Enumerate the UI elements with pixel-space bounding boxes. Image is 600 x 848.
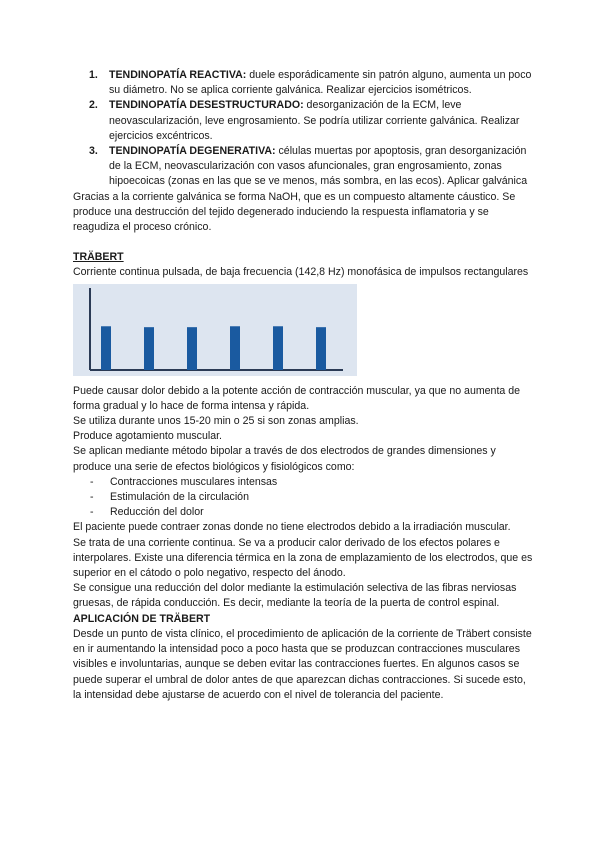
pulse-chart: [73, 284, 357, 376]
list-item-text: desorganización de la ECM, leve neovascularización, leve engrosamiento. Se podría utilizar corriente galvánica. Realizar ejercicios excéntricos.: [109, 99, 520, 142]
effect-item: [73, 505, 533, 520]
application-paragraph: Desde un punto de vista clínico, el procedimiento de aplicación de la corriente de Träbert consiste en ir aumentando la intensidad poco a poco hasta que se produzcan contracciones musculares visibles e involuntarias, aunque se deben evitar las contracciones fuertes. En algunos casos se puede superar el umbral de dolor antes de que aparezcan dichas contracciones. Si sucede esto, la intensidad debe ajustarse de acuerdo con el nivel de tolerancia del paciente.: [73, 627, 532, 701]
pulse-bar-1: [101, 326, 111, 370]
list-item-text: células muertas por apoptosis, gran desorganización de la ECM, neovascularización con vasos afuncionales, gran engrosamiento, zonas hipoecoicas (zonas en las que se ve menos, más sombra, en las ecos). Aplicar galvánica: [109, 145, 528, 188]
list-item: [73, 98, 533, 144]
list-item-title: TENDINOPATÍA REACTIVA:: [109, 69, 247, 81]
trabert-line: Se utiliza durante unos 15-20 min o 25 si son zonas amplias.: [73, 415, 359, 428]
dash-bullet: -: [90, 506, 94, 519]
trabert-line: Produce agotamiento muscular.: [73, 430, 222, 443]
trabert-line: Se consigue una reducción del dolor mediante la estimulación selectiva de las fibras nerviosas gruesas, de rápida conducción. Es decir, mediante la teoría de la puerta de control espinal.: [73, 582, 517, 610]
effect-text: Contracciones musculares intensas: [110, 475, 278, 488]
trabert-intro: Corriente continua pulsada, de baja frecuencia (142,8 Hz) monofásica de impulsos rectangulares: [73, 266, 529, 279]
pulse-bar-5: [273, 326, 283, 370]
trabert-line: Puede causar dolor debido a la potente acción de contracción muscular, ya que no aumenta de forma gradual y lo hace de forma intensa y rápida.: [73, 384, 521, 412]
effect-text: Reducción del dolor: [110, 506, 204, 519]
galvanic-paragraph: Gracias a la corriente galvánica se forma NaOH, que es un compuesto altamente cáustico. Se produce una destrucción del tejido degenerado induciendo la respuesta inflamatoria y se reagudiza el proceso crónico.: [73, 190, 516, 234]
trabert-line: El paciente puede contraer zonas donde no tiene electrodos debido a la irradiación muscular.: [73, 521, 511, 534]
dash-bullet: -: [90, 491, 94, 504]
list-item-text: duele esporádicamente sin patrón alguno, aumenta un poco su diámetro. No se aplica corriente galvánica. Realizar ejercicios isométricos.: [109, 69, 532, 97]
application-heading: APLICACIÓN DE TRÄBERT: [73, 612, 211, 625]
effect-item: [73, 490, 533, 505]
trabert-section-title: TRÄBERT: [73, 251, 124, 264]
pulse-bar-6: [316, 327, 326, 370]
document-page: [73, 68, 533, 703]
trabert-line: Se trata de una corriente continua. Se va a producir calor derivado de los efectos polares e interpolares. Existe una diferencia térmica en la zona de emplazamiento de los electrodos, que es superior en el cátodo o polo negativo, respecto del ánodo.: [73, 536, 533, 580]
list-item: [73, 144, 533, 190]
pulse-chart-svg: [73, 284, 357, 376]
list-number: 2.: [89, 99, 98, 112]
pulse-bar-4: [230, 326, 240, 370]
dash-bullet: -: [90, 475, 94, 488]
effect-item: [73, 475, 533, 490]
pulse-bar-3: [187, 327, 197, 370]
list-number: 1.: [89, 69, 98, 81]
list-item-title: TENDINOPATÍA DESESTRUCTURADO:: [109, 99, 304, 112]
list-number: 3.: [89, 145, 98, 158]
effects-list: [73, 475, 533, 521]
pulse-bar-2: [144, 327, 154, 370]
tendinopathy-list: [73, 68, 533, 190]
spacer: [73, 235, 533, 250]
effect-text: Estimulación de la circulación: [110, 491, 249, 504]
list-item-title: TENDINOPATÍA DEGENERATIVA:: [109, 145, 276, 158]
list-item: [73, 68, 533, 98]
trabert-line: Se aplican mediante método bipolar a través de dos electrodos de grandes dimensiones y produce una serie de efectos biológicos y fisiológicos como:: [73, 445, 496, 473]
